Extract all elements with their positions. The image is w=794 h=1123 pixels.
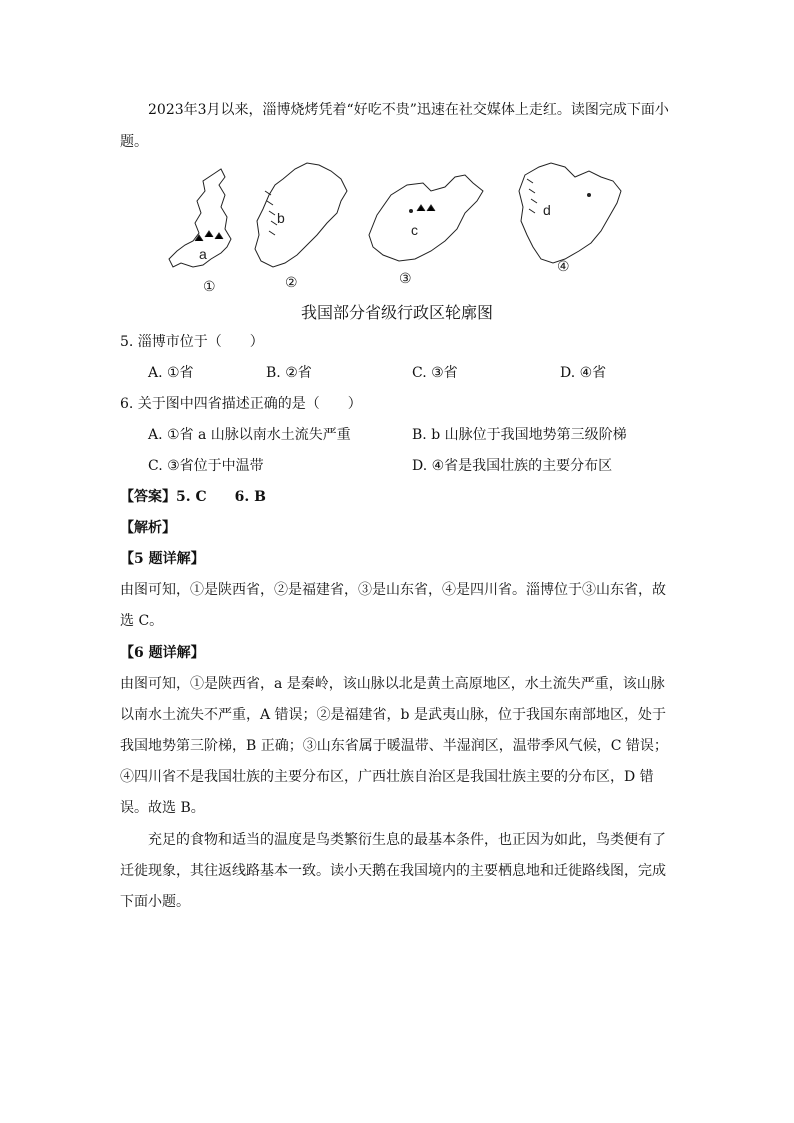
q6-option-b: B. b 山脉位于我国地势第三级阶梯 bbox=[412, 427, 627, 443]
q6-option-c: C. ③省位于中温带 bbox=[148, 458, 264, 474]
q6-detail-heading: 【6 题详解】 bbox=[120, 645, 205, 661]
analysis-heading: 【解析】 bbox=[120, 520, 176, 536]
province-outline-figure bbox=[155, 155, 645, 295]
q6-stem: 6. 关于图中四省描述正确的是（ ） bbox=[120, 396, 362, 412]
label-a: a bbox=[199, 246, 207, 262]
q6-option-d: D. ④省是我国壮族的主要分布区 bbox=[412, 458, 613, 474]
q5-detail-line-1: 由图可知，①是陕西省，②是福建省，③是山东省，④是四川省。淄博位于③山东省，故 bbox=[120, 582, 666, 598]
label-n1: ① bbox=[203, 278, 216, 294]
q5-detail-line-2: 选 C。 bbox=[120, 613, 164, 629]
q6-detail-line-2: 以南水土流失不严重，A 错误；②是福建省，b 是武夷山脉，位于我国东南部地区，处于 bbox=[120, 707, 666, 723]
outline-fujian bbox=[255, 163, 347, 267]
q5-option-c: C. ③省 bbox=[412, 365, 458, 381]
label-n2: ② bbox=[285, 274, 298, 290]
mountain-d bbox=[527, 179, 537, 213]
label-n3: ③ bbox=[399, 270, 412, 286]
q6-detail-line-5: 误。故选 B。 bbox=[120, 800, 205, 816]
passage2-line-2: 迁徙现象，其往返线路基本一致。读小天鹅在我国境内的主要栖息地和迁徙路线图，完成 bbox=[120, 863, 666, 879]
intro-line-1: 2023年3月以来，淄博烧烤凭着“好吃不贵”迅速在社交媒体上走红。读图完成下面小 bbox=[148, 102, 669, 118]
passage2-line-1: 充足的食物和适当的温度是鸟类繁衍生息的最基本条件，也正因为如此，鸟类便有了 bbox=[148, 832, 666, 848]
q5-detail-heading: 【5 题详解】 bbox=[120, 551, 205, 567]
outline-shandong bbox=[369, 175, 483, 261]
q6-detail-line-4: ④四川省不是我国壮族的主要分布区，广西壮族自治区是我国壮族主要的分布区，D 错 bbox=[120, 769, 654, 785]
figure-caption: 我国部分省级行政区轮廓图 bbox=[300, 303, 493, 322]
q6-detail-line-3: 我国地势第三阶梯，B 正确；③山东省属于暖温带、半湿润区，温带季风气候，C 错误； bbox=[120, 738, 668, 754]
city-dot-4 bbox=[587, 193, 591, 197]
mountain-c bbox=[417, 205, 435, 211]
passage2-line-3: 下面小题。 bbox=[120, 894, 190, 910]
city-dot-3 bbox=[409, 209, 413, 213]
label-n4: ④ bbox=[557, 258, 570, 274]
q5-stem: 5. 淄博市位于（ ） bbox=[120, 334, 264, 350]
label-d: d bbox=[543, 202, 551, 218]
q5-option-d: D. ④省 bbox=[560, 365, 607, 381]
q5-option-a: A. ①省 bbox=[148, 365, 194, 381]
q6-detail-line-1: 由图可知，①是陕西省，a 是秦岭，该山脉以北是黄土高原地区，水土流失严重，该山脉 bbox=[120, 676, 665, 692]
label-b: b bbox=[277, 210, 285, 226]
answer-line: 【答案】5. C 6. B bbox=[120, 489, 266, 505]
mountain-b bbox=[265, 191, 277, 235]
q6-option-a: A. ①省 a 山脉以南水土流失严重 bbox=[148, 427, 351, 443]
label-c: c bbox=[411, 222, 418, 238]
q5-option-b: B. ②省 bbox=[266, 365, 312, 381]
intro-line-2: 题。 bbox=[120, 134, 148, 150]
